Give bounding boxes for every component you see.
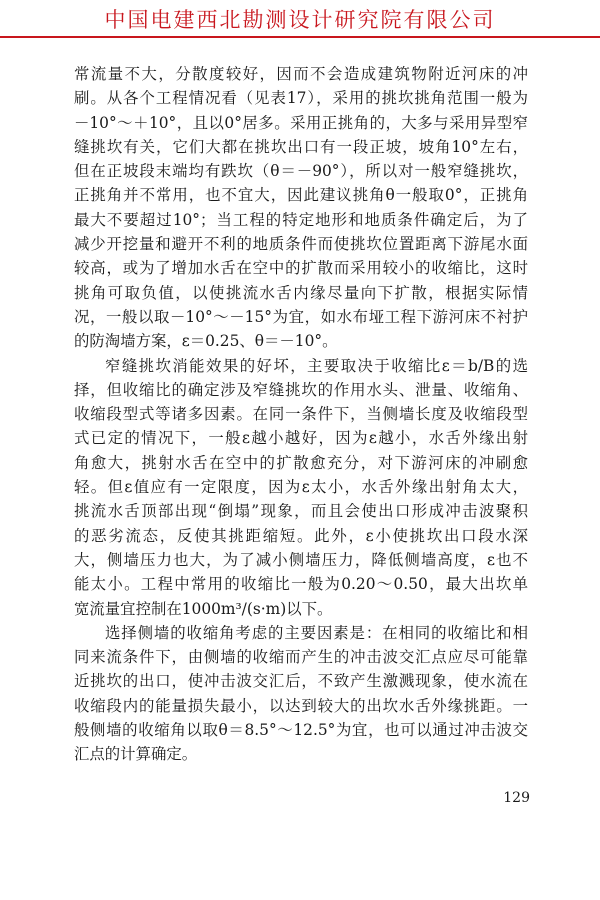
paragraph-1 — [74, 62, 528, 354]
text-line: 的防淘墙方案，ε＝0.25、θ＝－10°。 — [74, 332, 338, 351]
text-line: 刷。从各个工程情况看（见表17），采用的挑坎挑角范围一般为 — [74, 89, 528, 108]
paragraph-3 — [74, 621, 528, 767]
text-line: 缝挑坎有关，它们大都在挑坎出口有一段正坡，坡角10°左右， — [74, 137, 528, 156]
text-line: 大，侧墙压力也大，为了减小侧墙压力，降低侧墙高度，ε也不 — [74, 550, 528, 569]
text-line: 能太小。工程中常用的收缩比一般为0.20～0.50，最大出坎单 — [74, 575, 528, 594]
text-line: 最大不要超过10°；当工程的特定地形和地质条件确定后，为了 — [74, 210, 528, 229]
text-line: 窄缝挑坎消能效果的好坏，主要取决于收缩比ε＝b/B的选 — [105, 356, 528, 375]
text-line: 式已定的情况下，一般ε越小越好，因为ε越小，水舌外缘出射 — [74, 429, 528, 448]
text-line: 角愈大，挑射水舌在空中的扩散愈充分，对下游河床的冲刷愈 — [74, 453, 528, 472]
header-rule — [0, 36, 600, 38]
text-line: －10°～＋10°，且以0°居多。采用正挑角的，大多与采用异型窄 — [74, 113, 528, 132]
page-number: 129 — [503, 790, 530, 806]
text-line: 挑流水舌顶部出现“倒塌”现象，而且会使出口形成冲击波聚积 — [74, 502, 528, 521]
text-line: 挑角可取负值，以使挑流水舌内缘尽量向下扩散，根据实际情 — [74, 283, 528, 302]
running-header: 中国电建西北勘测设计研究院有限公司 — [104, 8, 496, 32]
text-line: 轻。但ε值应有一定限度，因为ε太小，水舌外缘出射角太大， — [74, 478, 528, 497]
text-line: 较高，或为了增加水舌在空中的扩散而采用较小的收缩比，这时 — [74, 259, 528, 278]
text-line: 宽流量宜控制在1000m³/(s·m)以下。 — [74, 599, 333, 618]
text-line: 般侧墙的收缩角以取θ＝8.5°～12.5°为宜，也可以通过冲击波交 — [74, 721, 528, 740]
text-line: 减少开挖量和避开不利的地质条件而使挑坎位置距离下游尾水面 — [74, 235, 528, 254]
text-line: 况，一般以取－10°～－15°为宜，如水布垭工程下游河床不衬护 — [74, 307, 528, 326]
text-line: 近挑坎的出口，使冲击波交汇后，不致产生激溅现象，使水流在 — [74, 672, 528, 691]
text-line: 但在正坡段末端均有跌坎（θ＝－90°），所以对一般窄缝挑坎， — [74, 162, 528, 181]
text-line: 的恶劣流态，反使其挑距缩短。此外，ε小使挑坎出口段水深 — [74, 526, 528, 545]
text-line: 收缩段内的能量损失最小，以达到较大的出坎水舌外缘挑距。一 — [74, 696, 528, 715]
text-line: 择，但收缩比的确定涉及窄缝挑坎的作用水头、泄量、收缩角、 — [74, 380, 528, 399]
text-line: 选择侧墙的收缩角考虑的主要因素是：在相同的收缩比和相 — [105, 623, 528, 642]
text-line: 同来流条件下，由侧墙的收缩而产生的冲击波交汇点应尽可能靠 — [74, 648, 528, 667]
text-line: 正挑角并不常用，也不宜大，因此建议挑角θ一般取0°，正挑角 — [74, 186, 528, 205]
text-line: 常流量不大，分散度较好，因而不会造成建筑物附近河床的冲 — [74, 65, 528, 83]
paragraph-2 — [74, 354, 528, 621]
text-line: 汇点的计算确定。 — [74, 745, 198, 764]
body-text — [74, 62, 528, 767]
text-line: 收缩段型式等诸多因素。在同一条件下，当侧墙长度及收缩段型 — [74, 405, 528, 424]
